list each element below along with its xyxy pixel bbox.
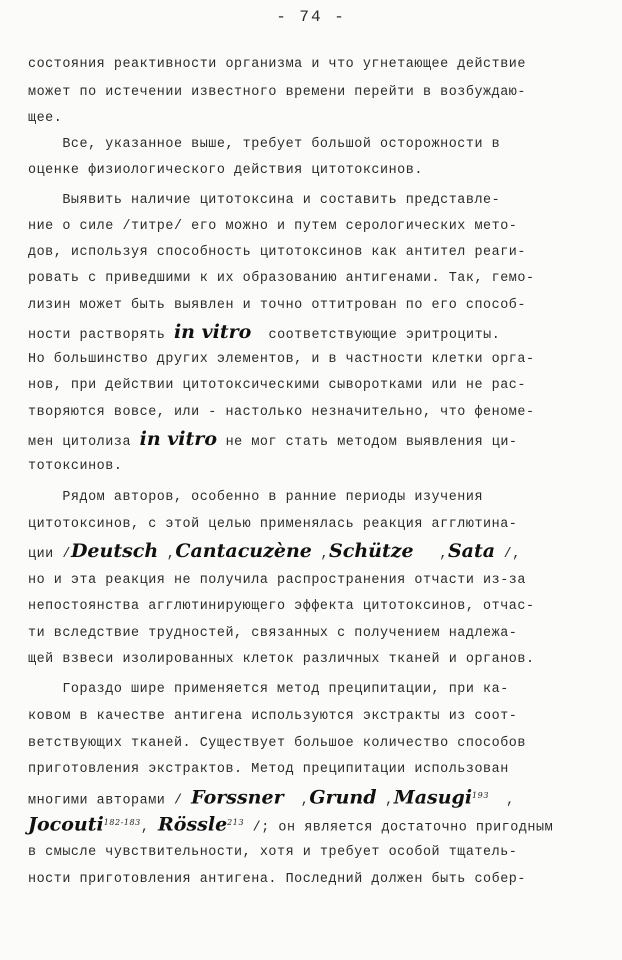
page-number: - 74 - [276,8,346,26]
handwritten-latin-phrase: in vitro [173,321,252,343]
text-line: Выявить наличие цитотоксина и составить представле- [28,193,501,208]
text-line: нов, при действии цитотоксическими сыворотками или не рас- [28,378,526,393]
text-line: непостоянства агглютинирующего эффекта цитотоксинов, отчас- [28,599,535,614]
text-segment: , [488,793,515,809]
text-line: ности приготовления антигена. Последний должен быть собер- [28,872,526,887]
text-line: щей взвеси изолированных клеток различных тканей и органов. [28,652,535,667]
handwritten-author-name: Jocouti [28,813,104,836]
text-line: в смысле чувствительности, хотя и требует особой тщатель- [28,845,518,860]
text-segment: мен цитолиза [28,435,140,450]
text-segment: ции / [28,547,71,562]
text-line: Все, указанное выше, требует большой осторожности в [28,137,501,152]
text-line [28,542,521,564]
text-line: может по истечении известного времени перейти в возбуждаю- [28,85,526,100]
text-line [28,787,515,810]
text-line: ти вследствие трудностей, связанных с получением надлежа- [28,626,518,641]
text-line: Рядом авторов, особенно в ранние периоды изучения [28,490,484,505]
text-line: оценке физиологического действия цитотоксинов. [28,163,423,178]
text-line: приготовления экстрактов. Метод преципитации использован [28,762,509,777]
text-line: ветствующих тканей. Существует большое количество способов [28,736,526,751]
text-line: дов, используя способность цитотоксинов как антител реаги- [28,245,526,260]
handwritten-author-name: Sata [447,540,496,562]
text-segment: , [413,547,448,562]
text-line: ковом в качестве антигена используются экстракты из соот- [28,709,518,724]
reference-number: 193 [472,791,489,800]
handwritten-author-name: Deutsch [70,540,159,562]
text-segment: , [311,547,330,562]
text-line [28,430,518,452]
handwritten-author-name: Masugi [393,786,473,809]
text-line [28,323,500,345]
text-line: ровать с приведшими к их образованию антигенами. Так, гемо- [28,271,535,286]
text-segment: /; он является достаточно пригодным [244,820,554,836]
reference-number: 213 [227,818,245,827]
text-line: но и эта реакция не получила распространения отчасти из-за [28,573,526,588]
text-segment: многими авторами / [28,793,192,809]
text-line: творяются вовсе, или - настолько незначительно, что феноме- [28,405,535,420]
handwritten-latin-phrase: in vitro [139,428,217,450]
text-line: лизин может быть выявлен и точно оттитрован по его способ- [28,298,526,313]
text-segment: не мог стать методом выявления ци- [217,435,518,450]
text-segment: , [158,547,176,562]
handwritten-author-name: Grund [309,786,377,809]
handwritten-author-name: Schütze [329,540,414,562]
text-line: цитотоксинов, с этой целью применялась реакция агглютина- [28,517,518,532]
text-segment: , [283,793,310,809]
handwritten-author-name: Cantacuzène [175,540,312,562]
text-line [28,814,553,837]
text-line: ние о силе /титре/ его можно и путем серологических мето- [28,219,518,234]
reference-number: 182-183 [103,818,141,827]
text-segment: /, [495,547,521,562]
text-segment: соответствующие эритроциты. [251,328,501,343]
text-line: щее. [28,111,63,126]
text-segment: , [376,793,394,809]
handwritten-author-name: Forssner [191,786,284,809]
text-line: тотоксинов. [28,459,123,474]
text-segment: , [140,820,150,836]
text-line: Гораздо шире применяется метод преципитации, при ка- [28,682,509,697]
text-line: состояния реактивности организма и что угнетающее действие [28,57,526,72]
text-line: Но большинство других элементов, и в частности клетки орга- [28,352,535,367]
handwritten-author-name: Rössle [158,813,228,836]
text-segment: ности растворять [28,328,174,343]
